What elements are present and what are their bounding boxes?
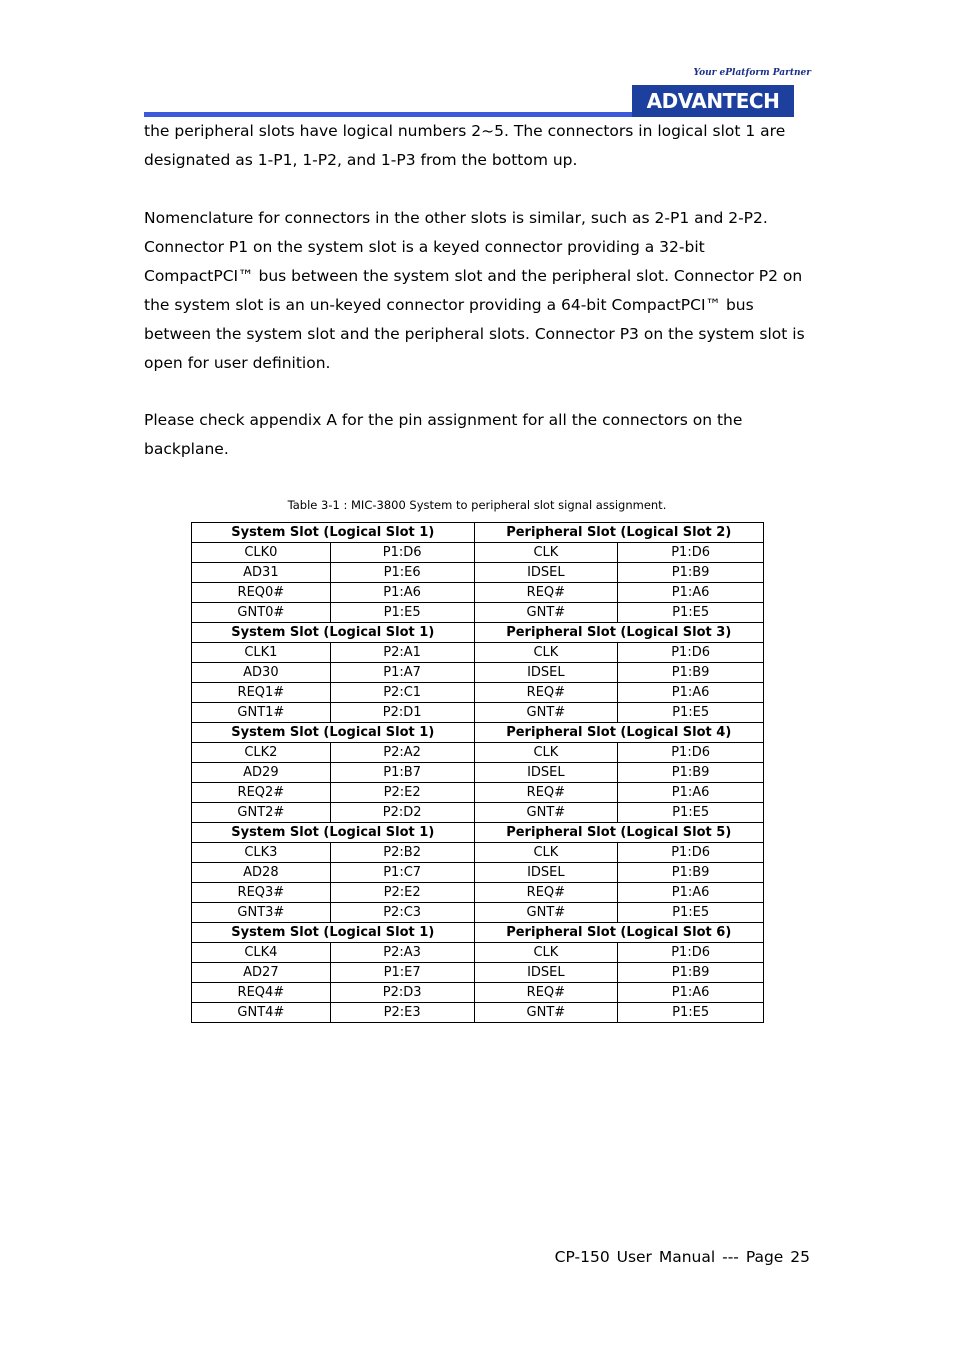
peripheral-pin-cell: P1:D6 xyxy=(618,643,764,663)
system-signal-cell: REQ2# xyxy=(192,783,331,803)
system-pin-cell: P1:E6 xyxy=(330,563,474,583)
system-pin-cell: P2:A1 xyxy=(330,643,474,663)
system-pin-cell: P1:D6 xyxy=(330,543,474,563)
peripheral-signal-cell: REQ# xyxy=(474,583,618,603)
peripheral-signal-cell: GNT# xyxy=(474,803,618,823)
system-pin-cell: P2:A3 xyxy=(330,943,474,963)
peripheral-signal-cell: IDSEL xyxy=(474,863,618,883)
peripheral-signal-cell: IDSEL xyxy=(474,763,618,783)
table-row xyxy=(192,843,764,863)
system-signal-cell: AD28 xyxy=(192,863,331,883)
table-group-header xyxy=(192,923,764,943)
system-signal-cell: GNT4# xyxy=(192,1003,331,1023)
system-signal-cell: CLK4 xyxy=(192,943,331,963)
system-signal-cell: GNT0# xyxy=(192,603,331,623)
peripheral-pin-cell: P1:E5 xyxy=(618,1003,764,1023)
system-slot-header: System Slot (Logical Slot 1) xyxy=(192,823,475,843)
table-row xyxy=(192,643,764,663)
system-signal-cell: CLK2 xyxy=(192,743,331,763)
table-row xyxy=(192,743,764,763)
peripheral-pin-cell: P1:E5 xyxy=(618,603,764,623)
table-row xyxy=(192,943,764,963)
table-group-header xyxy=(192,523,764,543)
paragraph-appendix-note: Please check appendix A for the pin assignment for all the connectors on the backplane. xyxy=(144,411,743,458)
system-slot-header: System Slot (Logical Slot 1) xyxy=(192,523,475,543)
system-pin-cell: P2:E3 xyxy=(330,1003,474,1023)
peripheral-signal-cell: GNT# xyxy=(474,703,618,723)
advantech-logo: ADVANTECH xyxy=(632,85,794,117)
table-group-header xyxy=(192,823,764,843)
system-pin-cell: P1:E7 xyxy=(330,963,474,983)
peripheral-slot-header: Peripheral Slot (Logical Slot 4) xyxy=(474,723,764,743)
table-row xyxy=(192,903,764,923)
system-pin-cell: P1:A7 xyxy=(330,663,474,683)
peripheral-slot-header: Peripheral Slot (Logical Slot 2) xyxy=(474,523,764,543)
peripheral-pin-cell: P1:E5 xyxy=(618,903,764,923)
system-signal-cell: CLK1 xyxy=(192,643,331,663)
system-pin-cell: P2:E2 xyxy=(330,783,474,803)
system-slot-header: System Slot (Logical Slot 1) xyxy=(192,723,475,743)
system-signal-cell: CLK0 xyxy=(192,543,331,563)
table-row xyxy=(192,703,764,723)
table-row xyxy=(192,983,764,1003)
table-row xyxy=(192,963,764,983)
peripheral-slot-header: Peripheral Slot (Logical Slot 3) xyxy=(474,623,764,643)
system-signal-cell: AD31 xyxy=(192,563,331,583)
table-row xyxy=(192,583,764,603)
peripheral-pin-cell: P1:D6 xyxy=(618,843,764,863)
peripheral-pin-cell: P1:A6 xyxy=(618,783,764,803)
peripheral-pin-cell: P1:A6 xyxy=(618,683,764,703)
table-row xyxy=(192,543,764,563)
peripheral-pin-cell: P1:E5 xyxy=(618,803,764,823)
system-pin-cell: P1:C7 xyxy=(330,863,474,883)
table-row xyxy=(192,663,764,683)
peripheral-signal-cell: GNT# xyxy=(474,603,618,623)
peripheral-pin-cell: P1:B9 xyxy=(618,663,764,683)
table-row xyxy=(192,883,764,903)
system-signal-cell: AD29 xyxy=(192,763,331,783)
peripheral-slot-header: Peripheral Slot (Logical Slot 6) xyxy=(474,923,764,943)
table-row xyxy=(192,803,764,823)
peripheral-pin-cell: P1:B9 xyxy=(618,563,764,583)
peripheral-signal-cell: CLK xyxy=(474,843,618,863)
table-row xyxy=(192,763,764,783)
peripheral-signal-cell: IDSEL xyxy=(474,663,618,683)
system-pin-cell: P2:D3 xyxy=(330,983,474,1003)
system-slot-header: System Slot (Logical Slot 1) xyxy=(192,623,475,643)
peripheral-signal-cell: REQ# xyxy=(474,883,618,903)
peripheral-pin-cell: P1:B9 xyxy=(618,963,764,983)
table-group-header xyxy=(192,723,764,743)
peripheral-signal-cell: REQ# xyxy=(474,783,618,803)
peripheral-signal-cell: CLK xyxy=(474,643,618,663)
system-pin-cell: P2:D2 xyxy=(330,803,474,823)
table-row xyxy=(192,683,764,703)
table-caption: Table 3-1 : MIC-3800 System to peripheral slot signal assignment. xyxy=(287,498,667,512)
header-tagline: Your ePlatform Partner xyxy=(693,68,811,78)
peripheral-pin-cell: P1:A6 xyxy=(618,583,764,603)
peripheral-signal-cell: GNT# xyxy=(474,1003,618,1023)
peripheral-pin-cell: P1:A6 xyxy=(618,883,764,903)
table-group-header xyxy=(192,623,764,643)
system-signal-cell: AD30 xyxy=(192,663,331,683)
system-signal-cell: GNT1# xyxy=(192,703,331,723)
peripheral-signal-cell: REQ# xyxy=(474,683,618,703)
system-pin-cell: P2:E2 xyxy=(330,883,474,903)
system-slot-header: System Slot (Logical Slot 1) xyxy=(192,923,475,943)
system-signal-cell: CLK3 xyxy=(192,843,331,863)
peripheral-signal-cell: CLK xyxy=(474,743,618,763)
system-signal-cell: REQ0# xyxy=(192,583,331,603)
table-row xyxy=(192,603,764,623)
table-row xyxy=(192,563,764,583)
system-signal-cell: REQ4# xyxy=(192,983,331,1003)
system-pin-cell: P1:A6 xyxy=(330,583,474,603)
page-footer: CP-150 User Manual --- Page 25 xyxy=(554,1248,810,1266)
peripheral-signal-cell: GNT# xyxy=(474,903,618,923)
system-signal-cell: REQ1# xyxy=(192,683,331,703)
peripheral-signal-cell: CLK xyxy=(474,943,618,963)
table-row xyxy=(192,783,764,803)
peripheral-pin-cell: P1:D6 xyxy=(618,943,764,963)
peripheral-slot-header: Peripheral Slot (Logical Slot 5) xyxy=(474,823,764,843)
peripheral-signal-cell: CLK xyxy=(474,543,618,563)
peripheral-pin-cell: P1:E5 xyxy=(618,703,764,723)
system-signal-cell: REQ3# xyxy=(192,883,331,903)
peripheral-pin-cell: P1:B9 xyxy=(618,763,764,783)
table-row xyxy=(192,1003,764,1023)
system-pin-cell: P2:C1 xyxy=(330,683,474,703)
peripheral-signal-cell: IDSEL xyxy=(474,563,618,583)
peripheral-pin-cell: P1:D6 xyxy=(618,743,764,763)
system-signal-cell: GNT3# xyxy=(192,903,331,923)
system-pin-cell: P1:E5 xyxy=(330,603,474,623)
system-signal-cell: GNT2# xyxy=(192,803,331,823)
peripheral-signal-cell: REQ# xyxy=(474,983,618,1003)
system-pin-cell: P1:B7 xyxy=(330,763,474,783)
system-pin-cell: P2:C3 xyxy=(330,903,474,923)
system-pin-cell: P2:A2 xyxy=(330,743,474,763)
peripheral-pin-cell: P1:D6 xyxy=(618,543,764,563)
paragraph-slot-numbering: the peripheral slots have logical numbers 2~5. The connectors in logical slot 1 are designated as 1-P1, 1-P2, and 1-P3 from the bottom up. xyxy=(144,122,786,169)
peripheral-pin-cell: P1:A6 xyxy=(618,983,764,1003)
table-row xyxy=(192,863,764,883)
system-signal-cell: AD27 xyxy=(192,963,331,983)
signal-assignment-table xyxy=(191,522,764,1023)
peripheral-signal-cell: IDSEL xyxy=(474,963,618,983)
peripheral-pin-cell: P1:B9 xyxy=(618,863,764,883)
paragraph-nomenclature: Nomenclature for connectors in the other slots is similar, such as 2-P1 and 2-P2. Connector P1 on the system slot is a keyed connector providing a 32-bit CompactPCI™ bus between the system slot and the peripheral slot. Connector P2 on the system slot is an un-keyed connector providing a 64-bit CompactPCI™ bus between the system slot and the peripheral slots. Connector P3 on the system slot is open for user definition. xyxy=(144,209,805,372)
system-pin-cell: P2:D1 xyxy=(330,703,474,723)
system-pin-cell: P2:B2 xyxy=(330,843,474,863)
